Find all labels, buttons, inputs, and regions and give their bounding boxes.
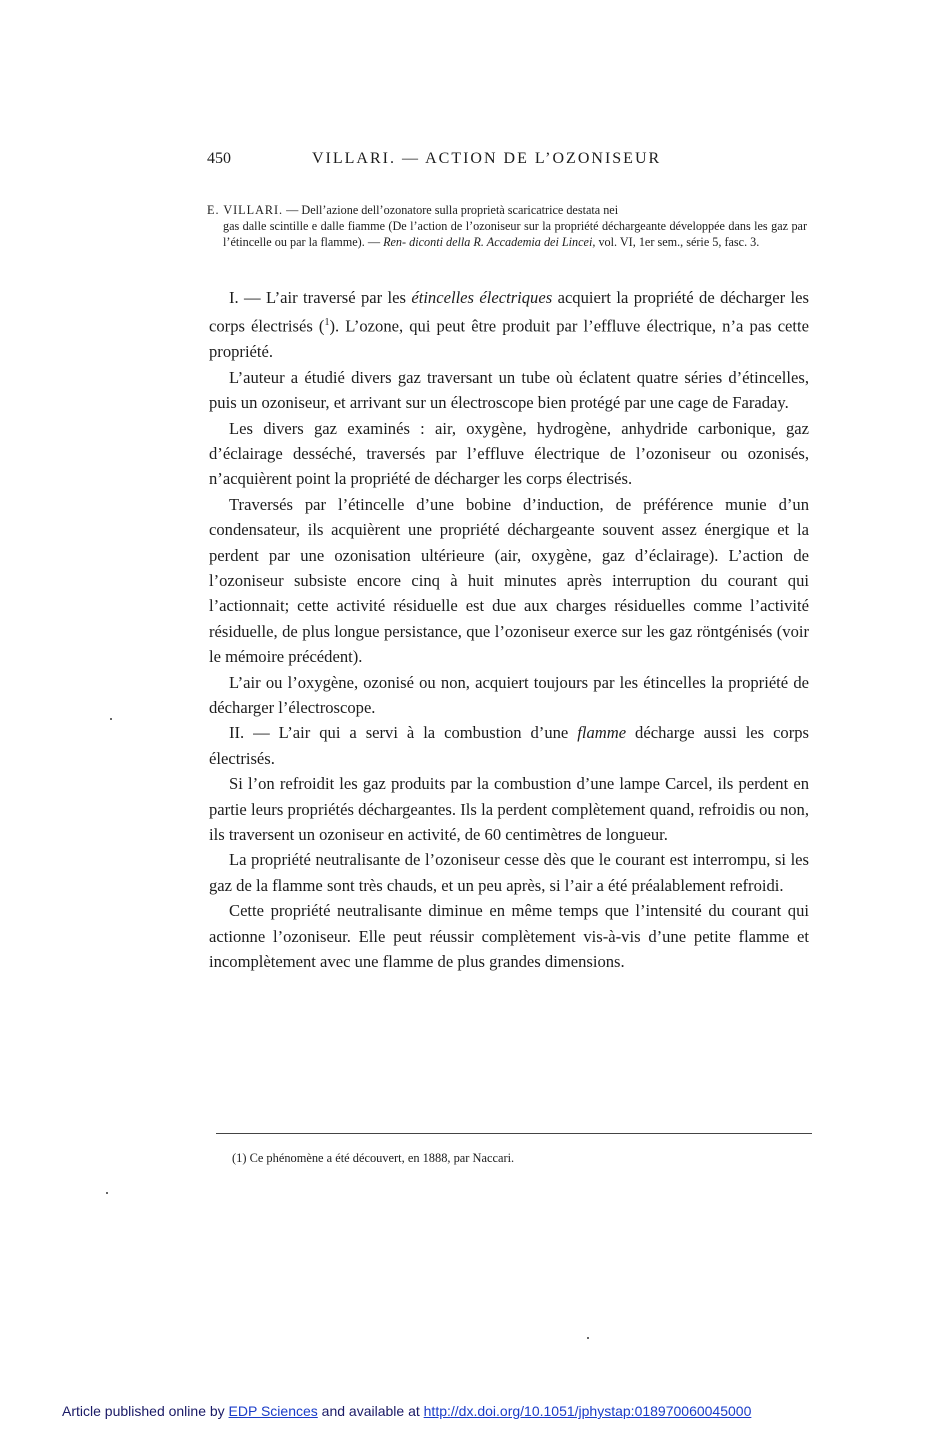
running-header [207, 150, 707, 172]
paragraph-3: Les divers gaz examinés : air, oxygène, hydrogène, anhydride carbonique, gaz d’éclairage desséché, traversés par l’effluve électrique de l’ozoniseur ou ozonisés, n’acquièrent point la propriété de décharger les corps électrisés. [209, 418, 809, 489]
p1-text-b: acquiert la propriété de décharger les corps électrisés ( [209, 288, 809, 336]
footnote [232, 1150, 792, 1166]
p6-text-a: II. — L’air qui a servi à la combustion d’une [229, 723, 569, 743]
scan-speck [587, 1337, 589, 1339]
paragraph-5: L’air ou l’oxygène, ozonisé ou non, acquiert toujours par les étincelles la propriété de décharger l’électroscope. [209, 672, 809, 718]
article-body [209, 285, 809, 975]
paragraph-6 [209, 720, 809, 771]
footer-text-a: Article published online by [62, 1403, 225, 1419]
p6-text-b: décharge aussi les corps électrisés. [209, 723, 810, 768]
paragraph-7: Si l’on refroidit les gaz produits par la combustion d’une lampe Carcel, ils perdent en partie leurs propriétés déchargeantes. Ils la perdent complètement quand, refroidis ou non, ils traversent un ozoniseur en activité, de 60 centimètres de longueur. [209, 774, 809, 845]
running-title: VILLARI. — ACTION DE L’OZONISEUR [312, 150, 662, 167]
bibliographic-reference [207, 202, 807, 250]
footnote-rule [216, 1133, 812, 1135]
footnote-ref: 1 [324, 317, 330, 329]
p1-emphasis: étincelles électriques [411, 288, 553, 307]
paragraph-1 [209, 285, 809, 365]
scan-speck [110, 718, 112, 720]
footer-text-b: and available at [321, 1403, 420, 1419]
reference-line-3: déchargeante développée dans les gaz par l’étincelle ou par la flamme). — [223, 219, 808, 249]
paragraph-2: L’auteur a étudié divers gaz traversant un tube où éclatent quatre séries d’étincelles, puis un ozoniseur, et arrivant sur un électroscope bien protégé par une cage de Faraday. [209, 367, 809, 413]
p1-text-c: ). L’ozone, qui peut être produit par l’effluve électrique, n’a pas cette propriété. [209, 316, 810, 362]
paragraph-4: Traversés par l’étincelle d’une bobine d’induction, de préférence munie d’un condensateur, ils acquièrent une propriété déchargeante souvent assez énergique et la perdent par une ozonisation ultérieure (air, oxygène, gaz d’éclairage). L’action de l’ozoniseur subsiste encore cinq à huit minutes après interruption du courant qui l’actionnait; cette activité résiduelle est due aux charges résiduelles comme l’activité résiduelle, de plus longue persistance, que l’ozoniseur exerce sur les gaz röntgénisés (voir le mémoire précédent). [209, 494, 809, 667]
paragraph-9: Cette propriété neutralisante diminue en même temps que l’intensité du courant qui actionne l’ozoniseur. Elle peut réussir complètement vis-à-vis d’une petite flamme et incomplètement avec une flamme de plus grandes dimensions. [209, 901, 809, 972]
scan-speck [106, 1192, 108, 1194]
reference-line-1: — Dell’azione dell’ozonatore sulla proprietà scaricatrice destata nei [286, 203, 619, 217]
footnote-mark: (1) [232, 1151, 247, 1165]
reference-line-2: gas dalle scintille e dalle fiamme (De l’action de l’ozoniseur sur la propriété [223, 219, 599, 233]
reference-details: vol. VI, 1er sem., série 5, fasc. 3. [598, 235, 760, 249]
edp-sciences-link[interactable]: EDP Sciences [228, 1403, 318, 1419]
reference-author: E. VILLARI. [207, 203, 284, 217]
reference-journal-a: Ren- [383, 235, 407, 249]
page-number: 450 [207, 150, 231, 167]
reference-journal-b: diconti della R. Accademia dei Lincei, [409, 235, 596, 249]
footnote-text: Ce phénomène a été découvert, en 1888, par Naccari. [249, 1151, 515, 1165]
p6-emphasis: flamme [577, 723, 627, 743]
doi-link[interactable]: http://dx.doi.org/10.1051/jphystap:018970060045000 [423, 1403, 752, 1419]
paragraph-8: La propriété neutralisante de l’ozoniseur cesse dès que le courant est interrompu, si les gaz de la flamme sont très chauds, et un peu après, si l’air a été préalablement refroidi. [209, 850, 809, 895]
p1-text-a: I. — L’air traversé par les [229, 288, 406, 307]
publisher-footer [62, 1403, 882, 1419]
